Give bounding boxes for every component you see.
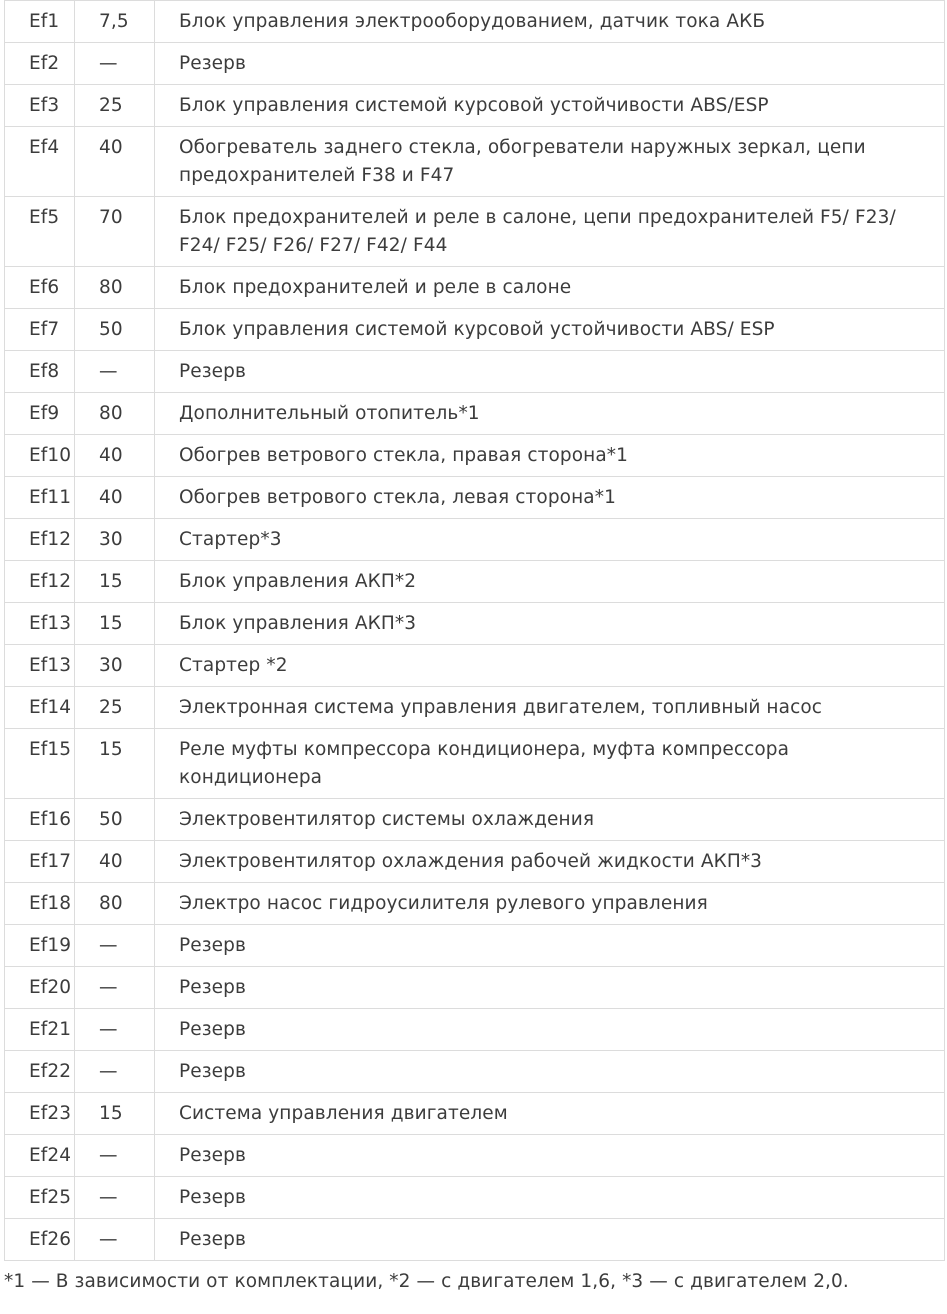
fuse-description-cell: Блок управления электрооборудованием, датчик тока АКБ [155, 1, 945, 43]
table-row [5, 1219, 945, 1261]
table-row [5, 519, 945, 561]
fuse-rating-cell: — [75, 1009, 155, 1051]
fuse-name-cell: Ef12 [5, 519, 75, 561]
fuse-name-cell: Ef16 [5, 799, 75, 841]
fuse-rating-cell: 15 [75, 1093, 155, 1135]
fuse-name-cell: Ef18 [5, 883, 75, 925]
fuse-table [4, 0, 945, 1261]
fuse-name-cell: Ef8 [5, 351, 75, 393]
fuse-description-cell: Резерв [155, 967, 945, 1009]
table-row [5, 729, 945, 799]
fuse-description-cell: Электро насос гидроусилителя рулевого управления [155, 883, 945, 925]
fuse-rating-cell: 80 [75, 883, 155, 925]
fuse-name-cell: Ef14 [5, 687, 75, 729]
fuse-rating-cell: 15 [75, 603, 155, 645]
fuse-description-cell: Резерв [155, 925, 945, 967]
fuse-name-cell: Ef6 [5, 267, 75, 309]
table-row [5, 477, 945, 519]
fuse-rating-cell: 50 [75, 309, 155, 351]
fuse-description-cell: Блок управления системой курсовой устойчивости ABS/ ESP [155, 309, 945, 351]
table-row [5, 799, 945, 841]
fuse-name-cell: Ef25 [5, 1177, 75, 1219]
fuse-name-cell: Ef10 [5, 435, 75, 477]
fuse-description-cell: Резерв [155, 351, 945, 393]
fuse-name-cell: Ef23 [5, 1093, 75, 1135]
table-row [5, 1093, 945, 1135]
table-row [5, 1135, 945, 1177]
fuse-description-cell: Электровентилятор системы охлаждения [155, 799, 945, 841]
fuse-table-body [5, 1, 945, 1261]
fuse-name-cell: Ef20 [5, 967, 75, 1009]
fuse-name-cell: Ef7 [5, 309, 75, 351]
fuse-rating-cell: — [75, 1135, 155, 1177]
fuse-rating-cell: 7,5 [75, 1, 155, 43]
fuse-name-cell: Ef2 [5, 43, 75, 85]
table-row [5, 925, 945, 967]
fuse-description-cell: Реле муфты компрессора кондиционера, муфта компрессора кондиционера [155, 729, 945, 799]
table-row [5, 85, 945, 127]
fuse-rating-cell: 40 [75, 841, 155, 883]
fuse-rating-cell: 15 [75, 561, 155, 603]
fuse-description-cell: Резерв [155, 1177, 945, 1219]
table-row [5, 309, 945, 351]
fuse-name-cell: Ef19 [5, 925, 75, 967]
fuse-rating-cell: — [75, 1219, 155, 1261]
fuse-name-cell: Ef5 [5, 197, 75, 267]
table-row [5, 127, 945, 197]
fuse-rating-cell: 40 [75, 435, 155, 477]
fuse-rating-cell: 40 [75, 477, 155, 519]
fuse-description-cell: Дополнительный отопитель*1 [155, 393, 945, 435]
fuse-rating-cell: — [75, 967, 155, 1009]
fuse-rating-cell: 80 [75, 267, 155, 309]
fuse-rating-cell: — [75, 1051, 155, 1093]
fuse-description-cell: Резерв [155, 1135, 945, 1177]
fuse-description-cell: Стартер*3 [155, 519, 945, 561]
fuse-rating-cell: 40 [75, 127, 155, 197]
fuse-name-cell: Ef21 [5, 1009, 75, 1051]
fuse-rating-cell: — [75, 351, 155, 393]
table-row [5, 967, 945, 1009]
fuse-rating-cell: 70 [75, 197, 155, 267]
fuse-rating-cell: 15 [75, 729, 155, 799]
table-row [5, 43, 945, 85]
fuse-name-cell: Ef13 [5, 603, 75, 645]
table-row [5, 351, 945, 393]
fuse-rating-cell: 25 [75, 687, 155, 729]
fuse-description-cell: Блок управления АКП*2 [155, 561, 945, 603]
fuse-description-cell: Блок управления АКП*3 [155, 603, 945, 645]
fuse-name-cell: Ef1 [5, 1, 75, 43]
fuse-description-cell: Резерв [155, 1051, 945, 1093]
fuse-name-cell: Ef9 [5, 393, 75, 435]
fuse-name-cell: Ef13 [5, 645, 75, 687]
table-row [5, 1009, 945, 1051]
table-row [5, 1, 945, 43]
fuse-rating-cell: — [75, 43, 155, 85]
table-row [5, 435, 945, 477]
fuse-name-cell: Ef22 [5, 1051, 75, 1093]
fuse-name-cell: Ef26 [5, 1219, 75, 1261]
fuse-description-cell: Обогреватель заднего стекла, обогреватели наружных зеркал, цепи предохранителей F38 и F47 [155, 127, 945, 197]
fuse-name-cell: Ef12 [5, 561, 75, 603]
fuse-name-cell: Ef4 [5, 127, 75, 197]
fuse-name-cell: Ef15 [5, 729, 75, 799]
fuse-description-cell: Резерв [155, 43, 945, 85]
fuse-description-cell: Блок предохранителей и реле в салоне, цепи предохранителей F5/ F23/ F24/ F25/ F26/ F27/ F42/ F44 [155, 197, 945, 267]
table-row [5, 687, 945, 729]
fuse-rating-cell: 30 [75, 519, 155, 561]
fuse-description-cell: Стартер *2 [155, 645, 945, 687]
fuse-rating-cell: 50 [75, 799, 155, 841]
fuse-name-cell: Ef17 [5, 841, 75, 883]
table-row [5, 197, 945, 267]
fuse-name-cell: Ef3 [5, 85, 75, 127]
table-row [5, 883, 945, 925]
fuse-rating-cell: — [75, 925, 155, 967]
footnote: *1 — В зависимости от комплектации, *2 — с двигателем 1,6, *3 — с двигателем 2,0. [4, 1271, 849, 1292]
table-row [5, 1177, 945, 1219]
fuse-rating-cell: 80 [75, 393, 155, 435]
fuse-description-cell: Электронная система управления двигателем, топливный насос [155, 687, 945, 729]
table-row [5, 267, 945, 309]
fuse-rating-cell: — [75, 1177, 155, 1219]
fuse-description-cell: Блок управления системой курсовой устойчивости ABS/ESP [155, 85, 945, 127]
fuse-description-cell: Система управления двигателем [155, 1093, 945, 1135]
fuse-rating-cell: 30 [75, 645, 155, 687]
fuse-description-cell: Электровентилятор охлаждения рабочей жидкости АКП*3 [155, 841, 945, 883]
fuse-name-cell: Ef24 [5, 1135, 75, 1177]
fuse-name-cell: Ef11 [5, 477, 75, 519]
table-row [5, 393, 945, 435]
fuse-description-cell: Резерв [155, 1219, 945, 1261]
table-row [5, 645, 945, 687]
fuse-rating-cell: 25 [75, 85, 155, 127]
fuse-description-cell: Резерв [155, 1009, 945, 1051]
fuse-description-cell: Блок предохранителей и реле в салоне [155, 267, 945, 309]
fuse-description-cell: Обогрев ветрового стекла, левая сторона*1 [155, 477, 945, 519]
table-row [5, 561, 945, 603]
fuse-description-cell: Обогрев ветрового стекла, правая сторона*1 [155, 435, 945, 477]
table-row [5, 1051, 945, 1093]
table-row [5, 841, 945, 883]
table-row [5, 603, 945, 645]
